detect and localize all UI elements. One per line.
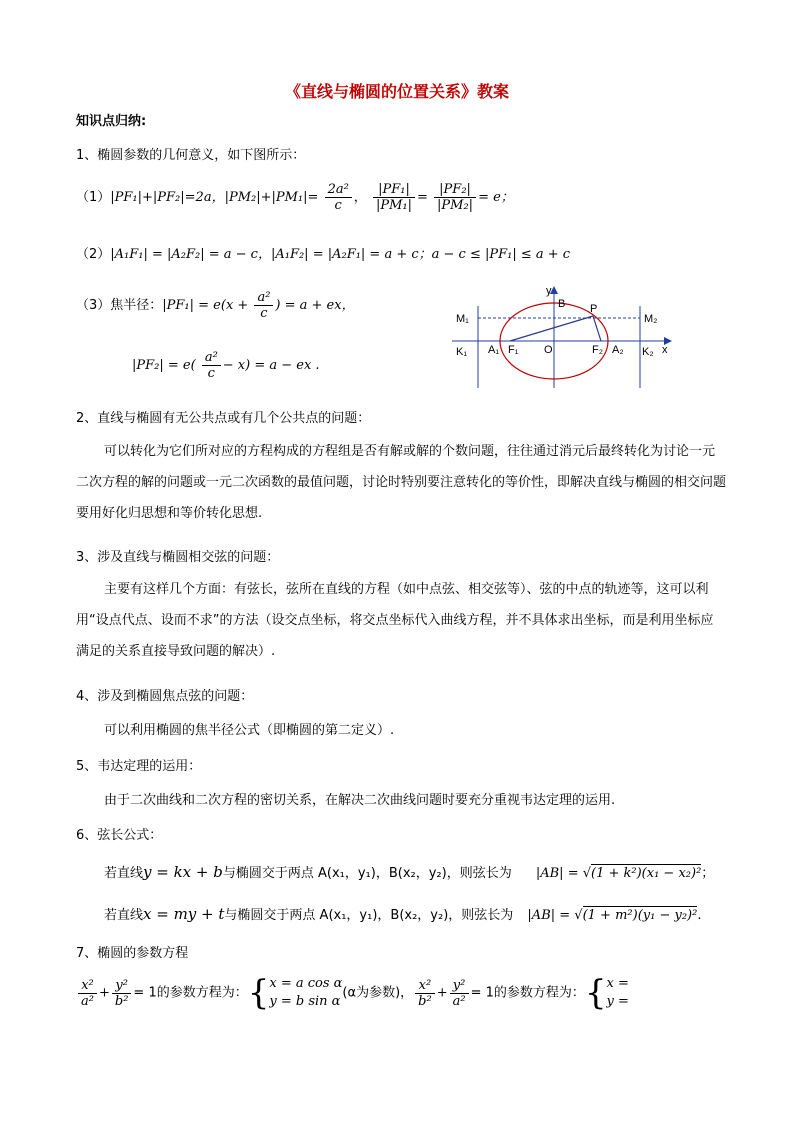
chord-length-formula-2: 若直线x = my + t与椭圆交于两点 A(x₁，y₁)，B(x₂，y₂)，则弦长为 |AB| = √(1 + m²)(y₁ − y₂)². xyxy=(104,905,702,923)
fraction: $\frac{\text{a²}}{c}$ xyxy=(254,290,273,321)
item-number: （1） xyxy=(76,190,111,205)
formula-text: |PF₁| = e(x + xyxy=(162,298,249,313)
formula-line-2 xyxy=(76,243,570,262)
label-p: P xyxy=(590,303,598,315)
focal-radius-pf1 xyxy=(510,316,593,341)
section-2-title: 2、直线与椭圆有无公共点或有几个公共点的问题： xyxy=(76,411,371,426)
label-x: x xyxy=(662,344,668,356)
section-4-body: 可以利用椭圆的焦半径公式（即椭圆的第二定义）. xyxy=(104,723,395,738)
formula-text: |A₁F₁| = |A₂F₂| = a − c，|A₁F₂| = |A₂F₁| = a + c；a − c ≤ |PF₁| ≤ a + c xyxy=(110,247,571,262)
equals: = xyxy=(416,190,428,205)
section-heading: 知识点归纳: xyxy=(76,114,147,129)
formula-line-4 xyxy=(132,350,320,381)
separator: ， xyxy=(353,190,367,205)
parametric-equations: $\frac{\text{x²}}{\text{a²}}$ + $\frac{\text{y²}}{\text{b²}}$ = 1的参数方程为：{ x = a cos α y = b sin α (α为参数)， $\frac{\text{x²}}{\text{b²}}$ + $\frac{\text{y²}}{\text{a²}}$ = 1的参数方程为：{ x = y = xyxy=(76,975,629,1011)
label-f2: F₂ xyxy=(592,344,603,356)
fraction: $\frac{\text{a²}}{c}$ xyxy=(202,350,221,381)
fraction: $\frac{\text{2a²}}{c}$ xyxy=(325,182,352,213)
formula-text: − x) = a − ex . xyxy=(222,358,320,373)
label-k1: K₁ xyxy=(456,346,468,358)
label-y: y xyxy=(546,285,552,297)
section-5-title: 5、韦达定理的运用： xyxy=(76,759,202,774)
label-a2: A₂ xyxy=(612,344,624,356)
label-m2: M₂ xyxy=(644,313,658,325)
section-2-body: 可以转化为它们所对应的方程构成的方程组是否有解或解的个数问题，往往通过消元后最终转化为讨论一元二次方程的解的问题或一元二次函数的最值问题，讨论时特别要注意转化的等价性，即解决直线与椭圆的相交问题要用好化归思想和等价转化思想. xyxy=(76,444,727,521)
item-number: （2） xyxy=(76,247,111,262)
section-7-title: 7、椭圆的参数方程 xyxy=(76,946,189,961)
label-o: O xyxy=(544,344,553,356)
section-3-title: 3、涉及直线与椭圆相交弦的问题： xyxy=(76,550,280,565)
formula-end: = e； xyxy=(478,190,514,205)
formula-line-3 xyxy=(76,290,355,321)
focal-radius-pf2 xyxy=(593,316,601,341)
ellipse-diagram xyxy=(450,280,680,390)
chord-length-formula-1: 若直线y = kx + b与椭圆交于两点 A(x₁，y₁)，B(x₂，y₂)，则弦长为 |AB| = √(1 + k²)(x₁ − x₂)²； xyxy=(104,863,715,881)
label-k2: K₂ xyxy=(642,346,654,358)
section-3-body: 主要有这样几个方面：有弦长，弦所在直线的方程（如中点弦、相交弦等）、弦的中点的轨迹等，这可以利用“设点代点、设而不求”的方法（设交点坐标，将交点坐标代入曲线方程，并不具体求出坐标，而是利用坐标应满足的关系直接导致问题的解决）. xyxy=(76,582,714,659)
item-label: （3）焦半径： xyxy=(76,298,163,313)
label-f1: F₁ xyxy=(508,344,519,356)
fraction: $\frac{\text{|PF₁|}}{\text{|PM₁|}}$ xyxy=(373,182,415,213)
formula-text: |PF₁|+|PF₂|=2a，|PM₂|+|PM₁|= xyxy=(110,190,319,205)
page-title: 《直线与椭圆的位置关系》教案 xyxy=(284,82,509,101)
fraction: $\frac{\text{|PF₂|}}{\text{|PM₂|}}$ xyxy=(434,182,476,213)
label-a1: A₁ xyxy=(488,344,500,356)
formula-line-1 xyxy=(76,182,514,213)
formula-text: |PF₂| = e( xyxy=(132,358,196,373)
formula-text: ) = a + ex， xyxy=(275,298,355,313)
section-4-title: 4、涉及到椭圆焦点弦的问题： xyxy=(76,689,254,704)
section-6-title: 6、弦长公式： xyxy=(76,828,163,843)
label-b: B xyxy=(558,298,566,310)
section-5-body: 由于二次曲线和二次方程的密切关系，在解决二次曲线问题时要充分重视韦达定理的运用. xyxy=(104,793,616,808)
section-1-title: 1、椭圆参数的几何意义，如下图所示： xyxy=(76,148,306,163)
label-m1: M₁ xyxy=(456,313,469,325)
